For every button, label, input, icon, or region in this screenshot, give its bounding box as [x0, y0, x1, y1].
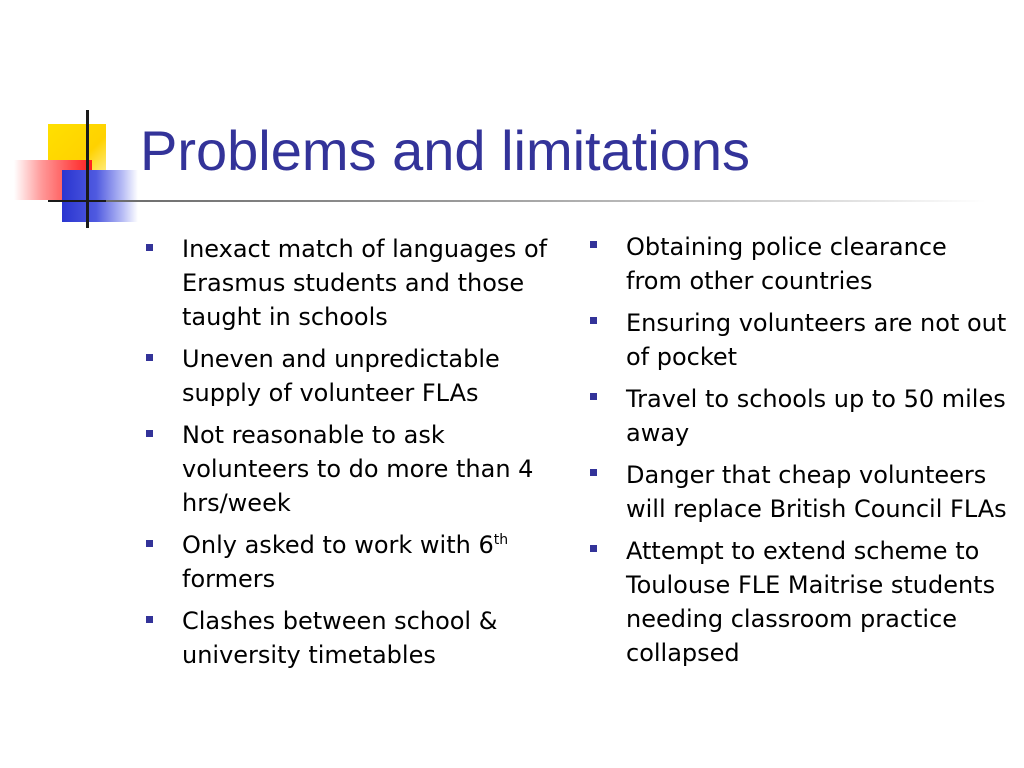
square-bullet-icon: [146, 430, 153, 437]
horizontal-line: [48, 200, 106, 202]
square-bullet-icon: [146, 244, 153, 251]
square-bullet-icon: [590, 317, 597, 324]
square-bullet-icon: [146, 616, 153, 623]
list-item: [588, 306, 1008, 374]
list-item: [144, 232, 564, 334]
square-bullet-icon: [146, 540, 153, 547]
square-bullet-icon: [146, 354, 153, 361]
list-item: [144, 528, 564, 596]
list-item-text: Travel to schools up to 50 miles away: [626, 385, 1006, 447]
square-bullet-icon: [590, 241, 597, 248]
list-item-text: Obtaining police clearance from other countries: [626, 233, 947, 295]
square-bullet-icon: [590, 469, 597, 476]
blue-square: [62, 170, 138, 222]
right-bullet-list: [588, 230, 1008, 678]
title-underline: [106, 200, 986, 202]
left-bullet-list: [144, 232, 564, 680]
decorative-squares-logo: [0, 0, 160, 240]
superscript: th: [493, 532, 509, 548]
list-item: [144, 604, 564, 672]
list-item: [588, 382, 1008, 450]
list-item-text: Uneven and unpredictable supply of volunteer FLAs: [182, 345, 500, 407]
vertical-line: [86, 110, 89, 228]
list-item-text: Clashes between school & university timetables: [182, 607, 498, 669]
list-item-text: Ensuring volunteers are not out of pocket: [626, 309, 1007, 371]
list-item: [588, 534, 1008, 670]
list-item-text-tail: formers: [182, 565, 276, 593]
list-item-text: Danger that cheap volunteers will replace British Council FLAs: [626, 461, 1007, 523]
square-bullet-icon: [590, 545, 597, 552]
list-item: [144, 418, 564, 520]
slide-title: Problems and limitations: [140, 119, 751, 182]
list-item: [144, 342, 564, 410]
square-bullet-icon: [590, 393, 597, 400]
list-item-text: Inexact match of languages of Erasmus students and those taught in schools: [182, 235, 548, 331]
list-item: [588, 458, 1008, 526]
list-item: [588, 230, 1008, 298]
list-item-text: Only asked to work with 6: [182, 531, 494, 559]
list-item-text: Not reasonable to ask volunteers to do more than 4 hrs/week: [182, 421, 534, 517]
list-item-text: Attempt to extend scheme to Toulouse FLE Maitrise students needing classroom practice collapsed: [626, 537, 996, 667]
